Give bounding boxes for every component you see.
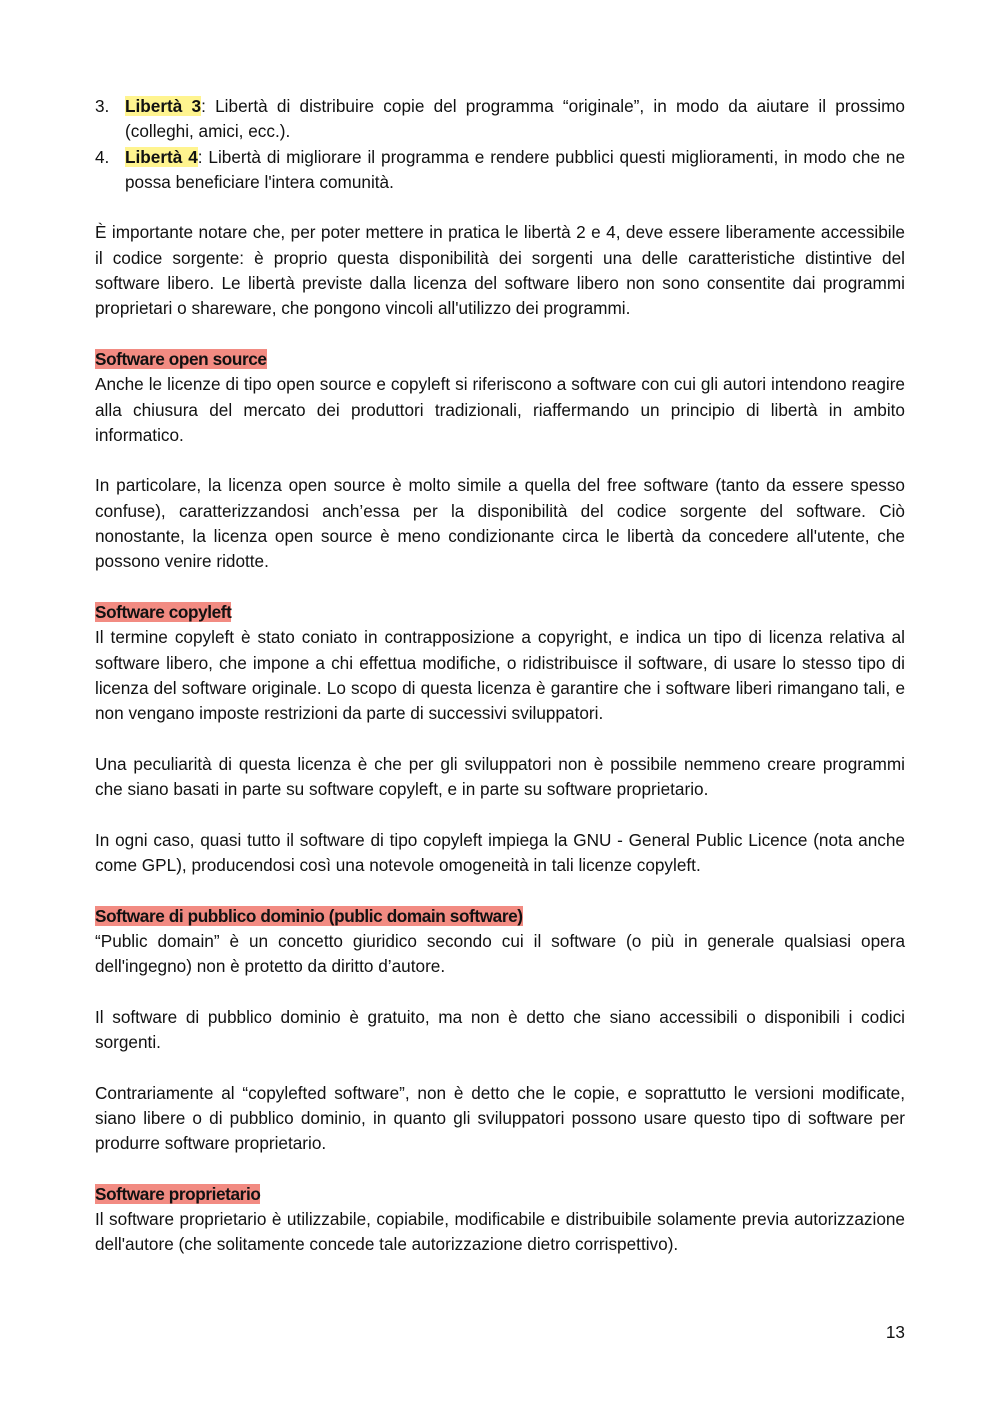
page-number: 13 <box>885 1322 905 1342</box>
heading-highlight: Software di pubblico dominio (public domain software) <box>95 905 523 926</box>
paragraph: Il termine copyleft è stato coniato in contrapposizione a copyright, e indica un tipo di licenza relativa al software libero, che impone a chi effettua modifiche, o ridistribuisce il software, di usare lo stesso tipo di licenza del software originale. Lo scopo di questa licenza è garantire che i software liberi rimangano tali, e non vengano imposte restrizioni da parte di successivi sviluppatori. <box>95 627 905 724</box>
section-heading-copyleft <box>95 600 905 625</box>
paragraph: Contrariamente al “copylefted software”, non è detto che le copie, e soprattutto le versioni modificate, siano libere o di pubblico dominio, in quanto gli sviluppatori possono usare questo tipo di software per produrre software proprietario. <box>95 1082 905 1154</box>
section-heading-proprietary <box>95 1182 905 1207</box>
list-item-text: : Libertà di migliorare il programma e rendere pubblici questi miglioramenti, in modo che ne possa beneficiare l'intera comunità. <box>125 146 906 192</box>
spacer <box>95 802 905 827</box>
paragraph: In particolare, la licenza open source è molto simile a quella del free software (tanto da essere spesso confuse), caratterizzandosi anch’essa per la disponibilità del codice sorgente del software. Ciò nonostante, la licenza open source è meno condizionante circa le libertà da concedere all'utente, che possono venire ridotte. <box>95 475 905 572</box>
heading-highlight: Software copyleft <box>95 601 232 622</box>
spacer <box>95 575 905 600</box>
paragraph: Anche le licenze di tipo open source e copyleft si riferiscono a software con cui gli autori intendono reagire alla chiusura del mercato dei produttori tradizionali, riaffermando un principio di libertà in ambito informatico. <box>95 374 905 445</box>
paragraph: Il software di pubblico dominio è gratuito, ma non è detto che siano accessibili o disponibili i codici sorgenti. <box>95 1006 905 1052</box>
spacer <box>95 878 905 903</box>
intro-paragraph: È importante notare che, per poter mettere in pratica le libertà 2 e 4, deve essere liberamente accessibile il codice sorgente: è proprio questa disponibilità dei sorgenti una delle caratteristiche distintive del software libero. Le libertà previste dalla licenza del software libero non sono consentite dai programmi proprietari o shareware, che pongono vincoli all'utilizzo dei programmi. <box>95 222 905 319</box>
spacer <box>95 1156 905 1181</box>
list-item-number: 4. <box>95 146 110 167</box>
paragraph: “Public domain” è un concetto giuridico secondo cui il software (o più in generale qualsiasi opera dell'ingegno) non è protetto da diritto d’autore. <box>95 930 905 977</box>
freedoms-list <box>95 94 905 195</box>
section-heading-open-source <box>95 347 905 372</box>
list-item <box>95 145 905 196</box>
spacer <box>95 448 905 473</box>
list-item-term: Libertà 4 <box>125 146 198 167</box>
spacer <box>95 979 905 1004</box>
list-item-term: Libertà 3 <box>125 96 202 116</box>
spacer <box>95 322 905 347</box>
list-item-number: 3. <box>95 96 110 116</box>
heading-highlight: Software proprietario <box>95 1183 261 1204</box>
document-page <box>95 94 905 1258</box>
spacer <box>95 195 905 220</box>
section-heading-public-domain <box>95 904 905 929</box>
paragraph: In ogni caso, quasi tutto il software di tipo copyleft impiega la GNU - General Public Licence (nota anche come GPL), producendosi così una notevole omogeneità in tali licenze copyleft. <box>95 829 905 875</box>
paragraph: Il software proprietario è utilizzabile, copiabile, modificabile e distribuibile solamente previa autorizzazione dell'autore (che solitamente concede tale autorizzazione dietro corrispettivo). <box>95 1209 905 1255</box>
list-item-text: : Libertà di distribuire copie del programma “originale”, in modo da aiutare il prossimo (colleghi, amici, ecc.). <box>125 96 905 142</box>
list-item <box>95 94 905 145</box>
heading-highlight: Software open source <box>95 348 267 369</box>
spacer <box>95 1055 905 1080</box>
paragraph: Una peculiarità di questa licenza è che per gli sviluppatori non è possibile nemmeno creare programmi che siano basati in parte su software copyleft, e in parte su software proprietario. <box>95 753 905 800</box>
spacer <box>95 726 905 751</box>
